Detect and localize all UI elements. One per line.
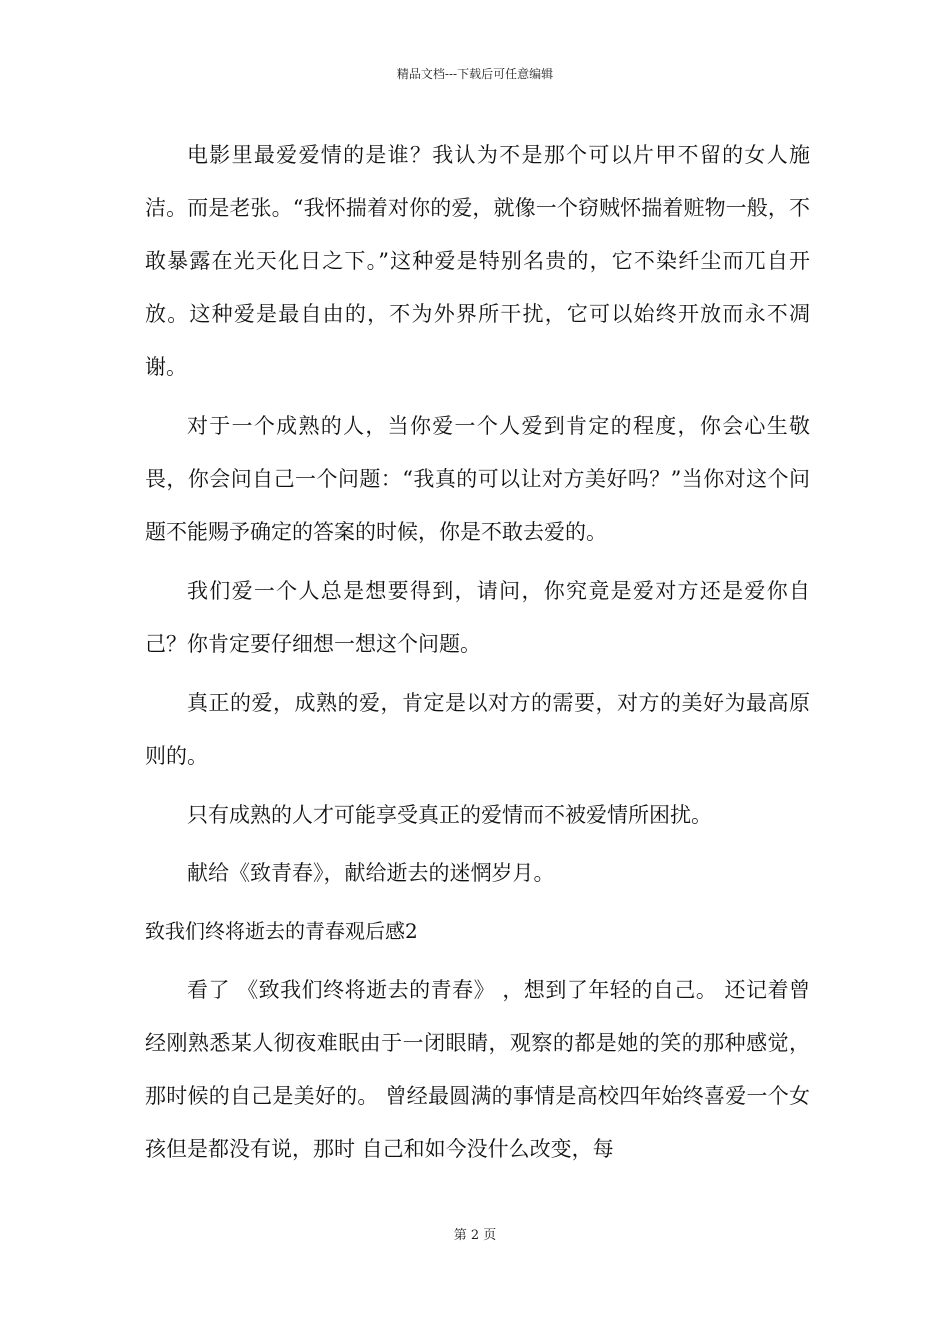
document-body (145, 129, 810, 1182)
page-header: 精品文档---下载后可任意编辑 (396, 67, 554, 81)
paragraph-7: 看了 《致我们终将逝去的青春》 ，想到了年轻的自己。 还记着曾经刚熟悉某人彻夜难眠由于一闭眼睛，观察的都是她的笑的那种感觉，那时候的自己是美好的。 曾经最圆满的事情是高校四年始终喜爱一个女孩但是都没有说，那时 自己和如今没什么改变，每 (145, 978, 810, 1161)
section-title: 致我们终将逝去的青春观后感2 (145, 919, 418, 943)
paragraph-2: 对于一个成熟的人，当你爱一个人爱到肯定的程度，你会心生敬畏，你会问自己一个问题：“我真的可以让对方美好吗？”当你对这个问题不能赐予确定的答案的时候，你是不敢去爱的。 (145, 414, 810, 544)
page-number: 第 2 页 (453, 1228, 497, 1243)
paragraph-1: 电影里最爱爱情的是谁？我认为不是那个可以片甲不留的女人施洁。而是老张。“我怀揣着对你的爱，就像一个窃贼怀揣着赃物一般，不敢暴露在光天化日之下。”这种爱是特别名贵的，它不染纤尘而兀自开放。这种爱是最自由的，不为外界所干扰，它可以始终开放而永不凋谢。 (145, 143, 810, 379)
paragraph-5: 只有成熟的人才可能享受真正的爱情而不被爱情所困扰。 (187, 803, 712, 827)
paragraph-6: 献给《致青春》，献给逝去的迷惘岁月。 (187, 861, 555, 885)
paragraph-3: 我们爱一个人总是想要得到，请问，你究竟是爱对方还是爱你自己？你肯定要仔细想一想这个问题。 (145, 579, 810, 656)
paragraph-4: 真正的爱，成熟的爱，肯定是以对方的需要，对方的美好为最高原则的。 (145, 691, 810, 768)
